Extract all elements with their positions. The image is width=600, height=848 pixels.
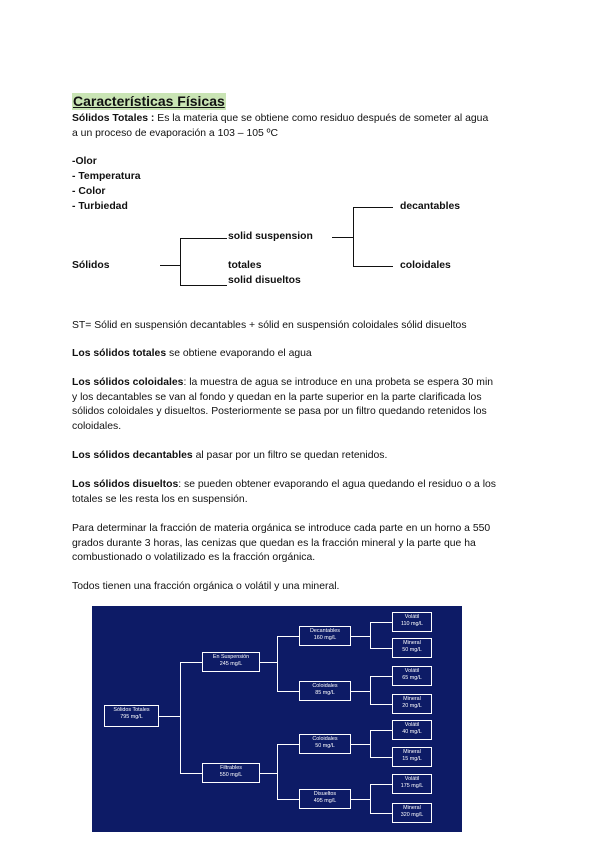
tree-totales: totales — [228, 260, 262, 271]
diagram-connector — [370, 730, 371, 758]
diagram-label: Volátil — [404, 668, 420, 674]
diagram-connector — [370, 676, 392, 677]
diagram-value: 175 mg/L — [400, 783, 424, 789]
diagram-value: 50 mg/L — [315, 743, 335, 749]
diagram-connector — [351, 799, 371, 800]
text-organica-2: grados durante 3 horas, las cenizas que quedan es la fracción mineral y la parte que ha — [72, 537, 476, 549]
tree-decantables: decantables — [400, 201, 461, 212]
tree-solid-disueltos: solid disueltos — [228, 275, 301, 286]
diagram-connector — [370, 676, 371, 705]
intro-text-1: Es la materia que se obtiene como residuo después de someter al agua — [154, 113, 489, 124]
diagram-connector — [277, 744, 299, 745]
diagram-box-volatil — [392, 774, 432, 794]
diagram-label: Coloidales — [312, 736, 338, 742]
text-decantables: al pasar por un filtro se quedan retenidos. — [192, 450, 388, 461]
tree-line — [180, 238, 227, 239]
diagram-connector — [159, 716, 181, 717]
property-color: - Color — [72, 186, 106, 197]
diagram-connector — [180, 662, 181, 773]
diagram-box-coloidales-suspension — [299, 681, 351, 701]
diagram-connector — [277, 744, 278, 800]
term-decantables: Los sólidos decantables — [72, 450, 193, 461]
paragraph-totales — [72, 347, 528, 362]
diagram-label: Decantables — [310, 628, 340, 634]
diagram-value: 320 mg/L — [400, 812, 424, 818]
diagram-connector — [277, 636, 278, 692]
paragraph-organica — [72, 522, 528, 566]
diagram-label: Disueltos — [313, 791, 337, 797]
diagram-label: Volátil — [404, 722, 420, 728]
diagram-value: 85 mg/L — [315, 690, 335, 696]
text-organica-1: Para determinar la fracción de materia orgánica se introduce cada parte en un horno a 550 — [72, 523, 491, 534]
diagram-connector — [180, 773, 202, 774]
diagram-connector — [370, 757, 392, 758]
text-coloidales-1: : la muestra de agua se introduce en una probeta se espera 30 min — [183, 377, 494, 388]
tree-line — [180, 238, 181, 285]
diagram-connector — [370, 704, 392, 705]
diagram-label: Mineral — [403, 696, 421, 702]
text-disueltos-1: : se pueden obtener evaporando el agua quedando el residuo o a los — [178, 479, 496, 490]
diagram-connector — [351, 744, 371, 745]
diagram-connector — [277, 636, 299, 637]
diagram-box-disueltos — [299, 789, 351, 809]
diagram-value: 160 mg/L — [313, 635, 337, 641]
diagram-label: Volátil — [404, 614, 420, 620]
solids-breakdown-diagram — [92, 606, 462, 832]
diagram-value: 20 mg/L — [402, 703, 422, 709]
diagram-label: Sólidos Totales — [113, 707, 150, 713]
diagram-connector — [351, 691, 371, 692]
tree-line — [332, 237, 354, 238]
diagram-box-volatil — [392, 720, 432, 740]
diagram-box-volatil — [392, 666, 432, 686]
property-olor: -Olor — [72, 156, 97, 167]
text-organica-3: combustionado o volatilizado es la fracción orgánica. — [72, 552, 316, 564]
paragraph-fracciones: Todos tienen una fracción orgánica o volátil y una mineral. — [72, 581, 340, 592]
tree-line — [353, 207, 354, 266]
intro-term: Sólidos Totales : — [72, 113, 155, 124]
diagram-value: 495 mg/L — [313, 798, 337, 804]
diagram-label: En Suspensión — [212, 654, 250, 660]
diagram-value: 550 mg/L — [219, 772, 243, 778]
tree-line — [180, 285, 227, 286]
diagram-label: Mineral — [403, 749, 421, 755]
paragraph-disueltos — [72, 478, 528, 507]
diagram-box-mineral — [392, 638, 432, 658]
text-coloidales-4: coloidales. — [72, 420, 122, 432]
intro-text-2: a un proceso de evaporación a 103 – 105 ºC — [72, 127, 278, 139]
diagram-box-suspension — [202, 652, 260, 672]
diagram-box-coloidales-filtrables — [299, 734, 351, 754]
text-coloidales-3: sólidos coloidales y disueltos. Posteriormente se pasa por un filtro quedando retenidos los — [72, 406, 487, 418]
term-coloidales: Los sólidos coloidales — [72, 377, 184, 388]
diagram-connector — [370, 813, 392, 814]
diagram-box-decantables — [299, 626, 351, 646]
diagram-value: 15 mg/L — [402, 756, 422, 762]
diagram-connector — [370, 730, 392, 731]
tree-line — [353, 207, 393, 208]
text-disueltos-2: totales se les resta los en suspensión. — [72, 493, 248, 505]
diagram-connector — [277, 691, 299, 692]
diagram-connector — [277, 799, 299, 800]
diagram-connector — [260, 662, 278, 663]
text-totales: se obtiene evaporando el agua — [166, 348, 312, 359]
diagram-box-mineral — [392, 803, 432, 823]
diagram-value: 65 mg/L — [402, 675, 422, 681]
tree-solid-suspension: solid suspension — [228, 231, 313, 242]
diagram-value: 795 mg/L — [120, 714, 143, 720]
diagram-value: 110 mg/L — [400, 621, 424, 627]
diagram-connector — [370, 622, 392, 623]
term-disueltos: Los sólidos disueltos — [72, 479, 179, 490]
diagram-value: 245 mg/L — [219, 661, 243, 667]
diagram-connector — [370, 784, 371, 814]
page-title: Características Físicas — [73, 93, 225, 109]
diagram-label: Volátil — [404, 776, 420, 782]
diagram-label: Filtrables — [220, 765, 242, 771]
diagram-connector — [370, 784, 392, 785]
diagram-box-mineral — [392, 747, 432, 767]
tree-line — [353, 266, 393, 267]
diagram-value: 50 mg/L — [402, 647, 422, 653]
diagram-box-filtrables — [202, 763, 260, 783]
diagram-value: 40 mg/L — [402, 729, 422, 735]
term-totales: Los sólidos totales — [72, 348, 167, 359]
diagram-label: Mineral — [403, 805, 421, 811]
property-temperatura: - Temperatura — [72, 171, 141, 182]
formula: ST= Sólid en suspensión decantables + sólid en suspensión coloidales sólid disueltos — [72, 320, 467, 331]
diagram-connector — [370, 648, 392, 649]
diagram-box-mineral — [392, 694, 432, 714]
paragraph-coloidales — [72, 376, 528, 434]
diagram-label: Mineral — [403, 640, 421, 646]
paragraph-decantables — [72, 449, 528, 464]
diagram-connector — [351, 636, 371, 637]
tree-coloidales: coloidales — [400, 260, 451, 271]
tree-line — [160, 265, 181, 266]
intro-paragraph — [72, 112, 528, 141]
tree-root-solidos: Sólidos — [72, 260, 110, 271]
diagram-box-volatil — [392, 612, 432, 632]
property-turbiedad: - Turbiedad — [72, 201, 128, 212]
diagram-connector — [370, 622, 371, 649]
diagram-label: Coloidales — [312, 683, 338, 689]
text-coloidales-2: y los decantables se van al fondo y quedan en la parte superior en la parte clarificada los — [72, 391, 482, 403]
diagram-connector — [260, 773, 278, 774]
diagram-box-total — [104, 705, 159, 727]
diagram-connector — [180, 662, 202, 663]
